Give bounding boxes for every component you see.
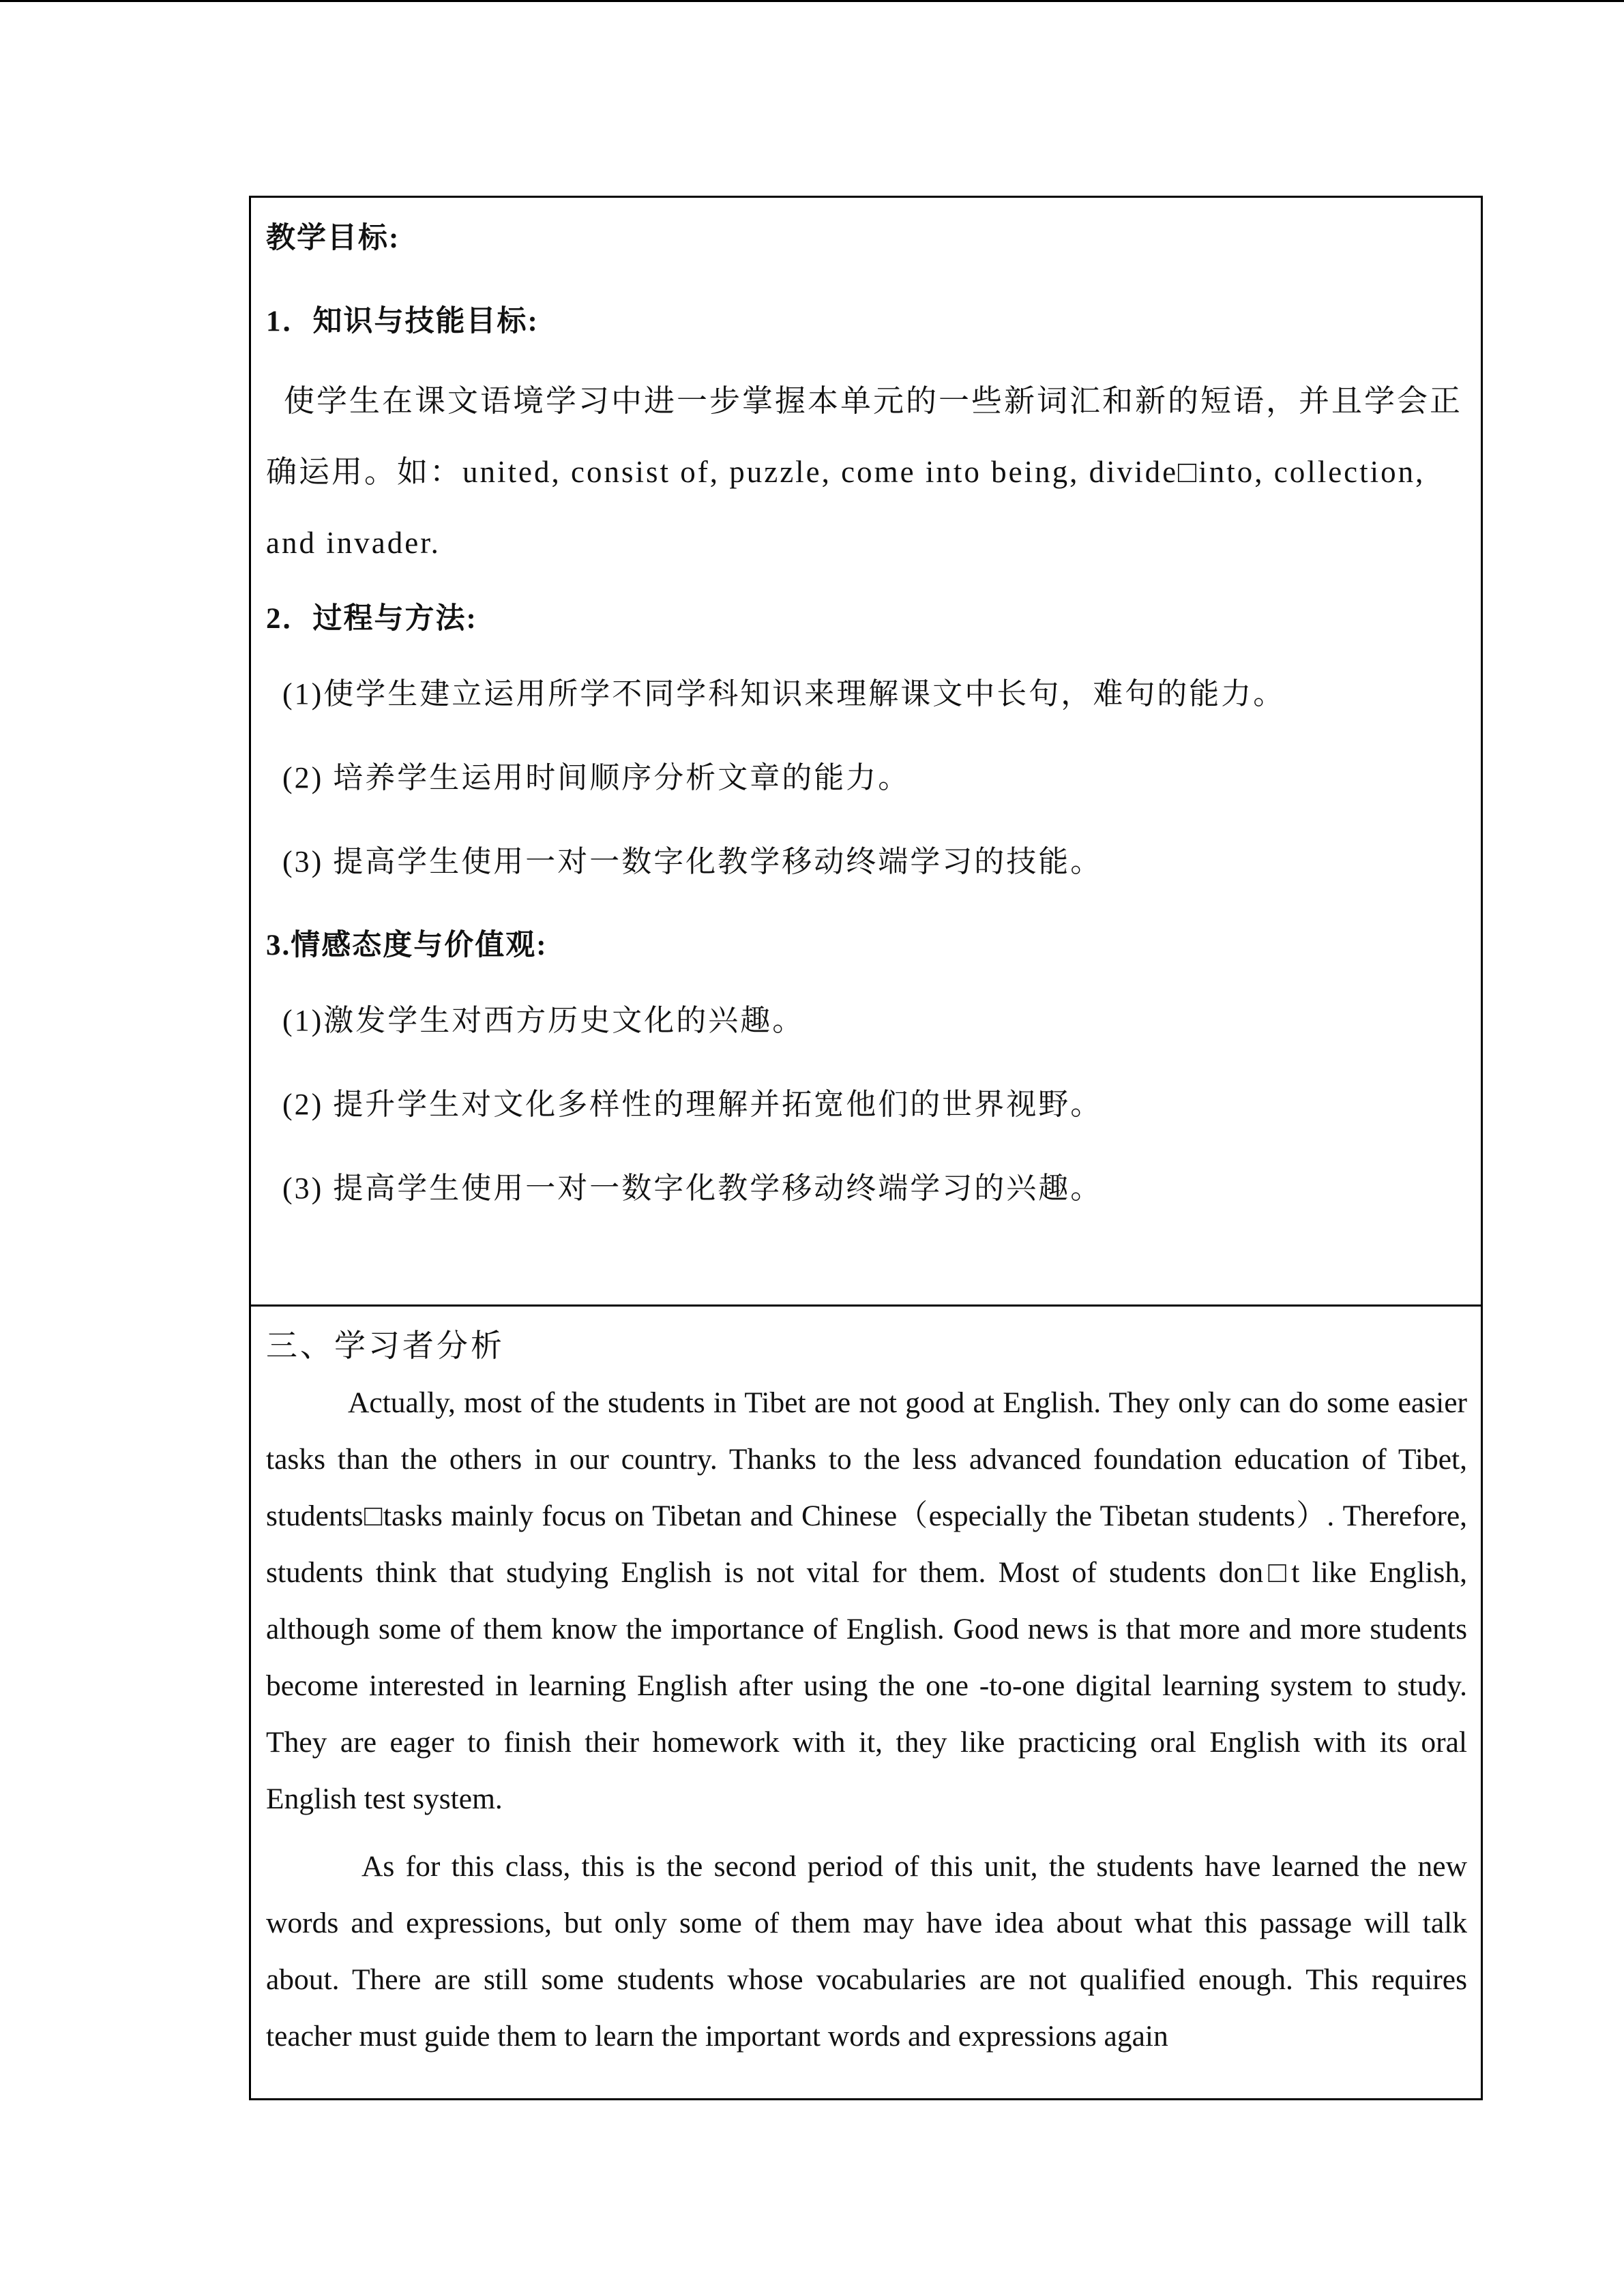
- knowledge-skills-text: 使学生在课文语境学习中进一步掌握本单元的一些新词汇和新的短语，并且学会正确运用。如：united, consist of, puzzle, come into being, divide□into, collection, and invader.: [266, 384, 1463, 560]
- attitude-item-3: (3) 提高学生使用一对一数字化教学移动终端学习的兴趣。: [282, 1172, 1103, 1205]
- learner-analysis-heading: 三、学习者分析: [266, 1328, 505, 1363]
- process-item-1: (1)使学生建立运用所学不同学科知识来理解课文中长句，难句的能力。: [282, 677, 1286, 711]
- lesson-plan-table: [249, 196, 1483, 2100]
- process-item-3: (3) 提高学生使用一对一数字化教学移动终端学习的技能。: [282, 845, 1103, 878]
- learner-analysis-paragraph-2: As for this class, this is the second period of this unit, the students have learned the new words and expressions, but only some of them may have idea about what this passage will talk about. There are still some students whose vocabularies are not qualified enough. This requires teacher must guide them to learn the important words and expressions again: [266, 1850, 1467, 2053]
- process-item-2: (2) 培养学生运用时间顺序分析文章的能力。: [282, 761, 911, 794]
- page-top-border: [0, 0, 1624, 2]
- attitude-item-2: (2) 提升学生对文化多样性的理解并拓宽他们的世界视野。: [282, 1088, 1103, 1121]
- knowledge-skills-heading: 1．知识与技能目标:: [266, 305, 539, 338]
- teaching-goals-cell: [251, 198, 1481, 1307]
- process-method-heading: 2．过程与方法:: [266, 603, 477, 635]
- attitude-values-heading: 3.情感态度与价值观:: [266, 929, 548, 961]
- learner-analysis-paragraph-1: Actually, most of the students in Tibet are not good at English. They only can do some easier tasks than the others in our country. Thanks to the less advanced foundation education of Tibet, students□tasks mainly focus on Tibetan and Chinese（especially the Tibetan students）. Therefore, students think that studying English is not vital for them. Most of students don□t like English, although some of them know the importance of English. Good news is that more and more students become interested in learning English after using the one -to-one digital learning system to study. They are eager to finish their homework with it, they like practicing oral English with its oral English test system.: [266, 1386, 1467, 1815]
- learner-analysis-cell: [251, 1307, 1481, 2098]
- teaching-goals-title: 教学目标:: [266, 222, 400, 254]
- attitude-item-1: (1)激发学生对西方历史文化的兴趣。: [282, 1004, 805, 1037]
